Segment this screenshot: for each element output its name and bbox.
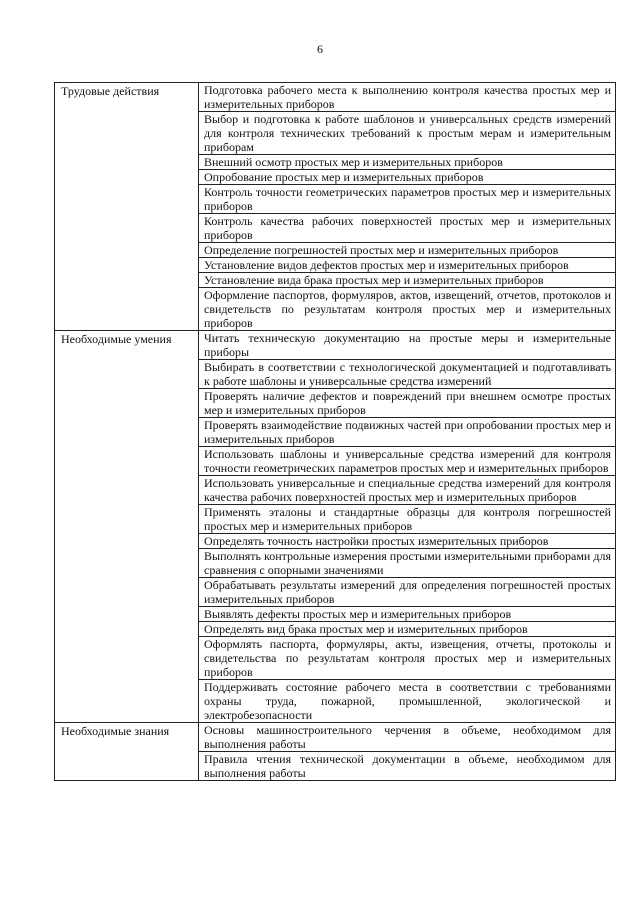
table-cell: Обрабатывать результаты измерений для определения погрешностей простых измерительных приборов	[199, 578, 616, 607]
table-cell: Внешний осмотр простых мер и измерительных приборов	[199, 155, 616, 170]
table-cell: Определение погрешностей простых мер и измерительных приборов	[199, 243, 616, 258]
table-cell: Выбор и подготовка к работе шаблонов и универсальных средств измерений для контроля технических требований к простым мерам и измерительным приборам	[199, 112, 616, 155]
table-cell: Установление вида брака простых мер и измерительных приборов	[199, 273, 616, 288]
table-cell: Выбирать в соответствии с технологической документацией и подготавливать к работе шаблоны и универсальные средства измерений	[199, 360, 616, 389]
table-cell: Подготовка рабочего места к выполнению контроля качества простых мер и измерительных приборов	[199, 83, 616, 112]
table-row	[55, 331, 616, 360]
section-label: Необходимые умения	[55, 331, 199, 723]
table-cell: Правила чтения технической документации в объеме, необходимом для выполнения работы	[199, 752, 616, 781]
table-cell: Установление видов дефектов простых мер и измерительных приборов	[199, 258, 616, 273]
table-cell: Опробование простых мер и измерительных приборов	[199, 170, 616, 185]
table-cell: Выполнять контрольные измерения простыми измерительными приборами для сравнения с опорными значениями	[199, 549, 616, 578]
table-cell: Определять точность настройки простых измерительных приборов	[199, 534, 616, 549]
section-label: Трудовые действия	[55, 83, 199, 331]
table-cell: Читать техническую документацию на простые меры и измерительные приборы	[199, 331, 616, 360]
requirements-table	[54, 82, 616, 781]
table-cell: Оформление паспортов, формуляров, актов, извещений, отчетов, протоколов и свидетельств по результатам контроля простых мер и измерительных приборов	[199, 288, 616, 331]
table-cell: Основы машиностроительного черчения в объеме, необходимом для выполнения работы	[199, 723, 616, 752]
table-cell: Оформлять паспорта, формуляры, акты, извещения, отчеты, протоколы и свидетельства по результатам контроля простых мер и измерительных приборов	[199, 637, 616, 680]
table-cell: Применять эталоны и стандартные образцы для контроля погрешностей простых мер и измерительных приборов	[199, 505, 616, 534]
table-cell: Контроль точности геометрических параметров простых мер и измерительных приборов	[199, 185, 616, 214]
table-row	[55, 723, 616, 752]
section-label: Необходимые знания	[55, 723, 199, 781]
page-number: 6	[317, 42, 323, 56]
table-cell: Поддерживать состояние рабочего места в соответствии с требованиями охраны труда, пожарной, промышленной, экологической и электробезопасности	[199, 680, 616, 723]
table-cell: Проверять взаимодействие подвижных частей при опробовании простых мер и измерительных приборов	[199, 418, 616, 447]
table-cell: Определять вид брака простых мер и измерительных приборов	[199, 622, 616, 637]
table-cell: Использовать шаблоны и универсальные средства измерений для контроля точности геометрических параметров простых мер и измерительных приборов	[199, 447, 616, 476]
table-cell: Использовать универсальные и специальные средства измерений для контроля качества рабочих поверхностей простых мер и измерительных приборов	[199, 476, 616, 505]
table-cell: Контроль качества рабочих поверхностей простых мер и измерительных приборов	[199, 214, 616, 243]
table-cell: Проверять наличие дефектов и повреждений при внешнем осмотре простых мер и измерительных приборов	[199, 389, 616, 418]
table-row	[55, 83, 616, 112]
table-cell: Выявлять дефекты простых мер и измерительных приборов	[199, 607, 616, 622]
